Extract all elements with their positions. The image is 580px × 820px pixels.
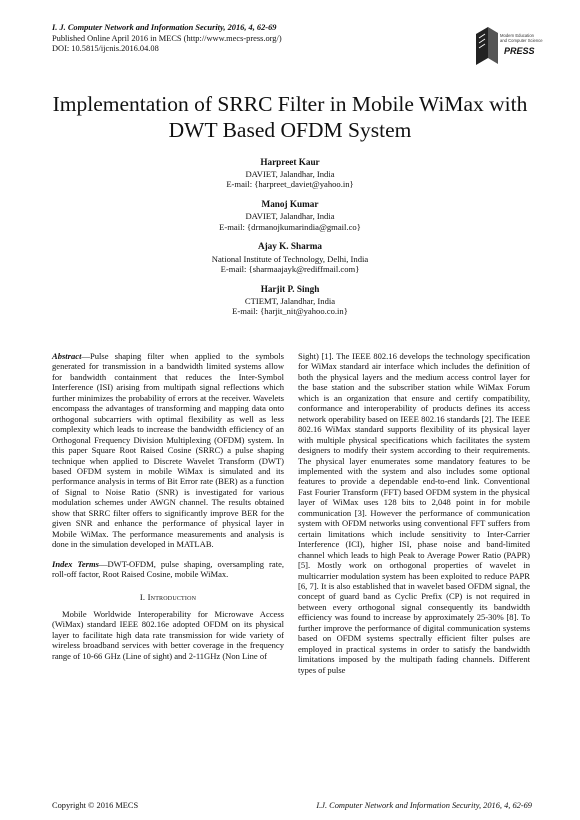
- footer-copyright: Copyright © 2016 MECS: [52, 801, 139, 810]
- author-name: Harjit P. Singh: [260, 283, 320, 294]
- author-affiliation: CTIEMT, Jalandhar, India: [244, 295, 336, 306]
- footer-journal: I.J. Computer Network and Information Security, 2016, 4, 62-69: [316, 801, 532, 810]
- author-affiliation: DAVIET, Jalandhar, India: [245, 169, 335, 180]
- author-block: [90, 199, 490, 232]
- right-column: [298, 351, 530, 675]
- author-email: E-mail: {harjit_nit@yahoo.co.in}: [232, 306, 348, 317]
- index-terms-text: —DWT-OFDM, pulse shaping, oversampling rate, roll-off factor, Root Raised Cosine, mobile WiMax.: [52, 558, 284, 580]
- intro-paragraph-right: Sight) [1]. The IEEE 802.16 develops the technology specification for WiMax standard air interface which includes the definition of both the physical layers and the medium access control layer for the base station and the subscriber station while WiMax Forum which is an organization that ensure and certify compatibility, conformance and interoperability of products defines its access network operability based on IEEE 802.16 standards [2]. The IEEE 802.16 WiMax standard supports flexibility of its physical layer with multiple physical specifications which facilitates the system designers to modify their system according to their requirements. The physical layer enumerates some mandatory features to be implemented with the system and also includes some optional features to provide a dependable end-to-end link. Conventional Fast Fourier Transform (FFT) based OFDM system in the physical layer of WiMax uses 128 bits to 2,048 point in for mobile communication [3]. However the performance of communication system with OFDM networks using conventional FFT suffers from certain limitations which include sensitivity to Inter-Carrier Interference (ICI), higher ISI, phase noise and band-limited channel which leads to high Peak to Average Power Ratio (PAPR) [5]. Mostly work on orthogonal properties of wavelet in multicarrier modulation system has been exploited to reduce PAPR [6, 7]. It is also established that in wavelet based OFDM signal, the concept of guard band as Cyclic Prefix (CP) is not required in between every orthogonal signal consequently its bandwidth efficiency was found to increase by approximately 25-30% [8]. To further improve the performance of digital communication systems based on OFDM systems spectrally efficient filter pulses are employed in practical systems in order to satisfy the bandwidth limitations imposed by the multipath fading channels. Different types of pulse: [298, 351, 530, 675]
- paper-title: Implementation of SRRC Filter in Mobile WiMax with DWT Based OFDM System: [52, 92, 528, 142]
- logo-line2: and Computer Science: [500, 38, 543, 43]
- author-affiliation: National Institute of Technology, Delhi, India: [211, 253, 369, 264]
- author-email: E-mail: {harpreet_daviet@yahoo.in}: [226, 179, 354, 190]
- abstract-label: Abstract: [52, 351, 82, 361]
- author-affiliation: DAVIET, Jalandhar, India: [245, 211, 335, 222]
- abstract-text: —Pulse shaping filter when applied to the symbols generated for transmission in a bandwidth limited systems allow for bandwidth containment that reduces the Inter-Symbol Interference (ISI) arising from multipath signal reflections which further minimizes the probability of errors at the receiver. Wavelets encompass the advantages of transforming and mapping data onto orthogonal subcarriers with optimal flexibility as well as less complexity which leads to increase the bandwidth efficiency of an Orthogonal Frequency Division Multiplexing (OFDM) system. In this paper Square Root Raised Cosine (SRRC) a pulse shaping technique when applied to Discrete Wavelet Transform (DWT) based OFDM system in mobile WiMax is simulated and its performance analysis in terms of Bit Error rate (BER) as a function of Signal to Noise Ratio (SNR) is investigated for various modulation schemes under AWGN channel. The results obtained show that SRRC filter offers to significantly improve BER for the given SNR and enhance the performance of physical layer in Mobile WiMax. The performance measurements and analysis is done in the simulation developed in MATLAB.: [52, 351, 284, 550]
- author-block: [90, 157, 490, 190]
- published-online: Published Online April 2016 in MECS (http://www.mecs-press.org/): [52, 33, 282, 43]
- mecs-press-logo: [474, 24, 543, 68]
- logo-press: PRESS: [504, 46, 535, 56]
- doi: DOI: 10.5815/ijcnis.2016.04.08: [52, 44, 159, 54]
- author-name: Manoj Kumar: [261, 199, 319, 210]
- journal-header: [52, 23, 532, 55]
- author-block: [90, 284, 490, 317]
- index-terms-label: Index Terms: [52, 558, 99, 569]
- index-terms: [52, 559, 284, 580]
- abstract: [52, 351, 284, 550]
- author-email: E-mail: {drmanojkumarindia@gmail.co}: [219, 221, 361, 232]
- section-heading: [52, 592, 284, 602]
- author-name: Harpreet Kaur: [260, 157, 320, 167]
- left-column: [52, 351, 284, 661]
- author-list: [90, 157, 490, 326]
- author-email: E-mail: {sharmaajayk@rediffmail.com}: [220, 263, 360, 274]
- journal-citation: I. J. Computer Network and Information Security, 2016, 4, 62-69: [52, 23, 277, 32]
- logo-line1: Modern Education: [500, 33, 534, 38]
- section-number: I.: [139, 591, 146, 602]
- section-title: Introduction: [147, 591, 197, 602]
- book-icon: [474, 24, 543, 68]
- intro-paragraph-left: Mobile Worldwide Interoperability for Microwave Access (WiMax) standard IEEE 802.16e adopted OFDM on its physical layer to facilitate high data rate transmission for wide variety of wireless broadband services with better coverage in the frequency range of 10-66 GHz (Line of sight) and 2-11GHz (Non Line of: [52, 608, 284, 661]
- author-name: Ajay K. Sharma: [257, 241, 323, 252]
- author-block: [90, 241, 490, 274]
